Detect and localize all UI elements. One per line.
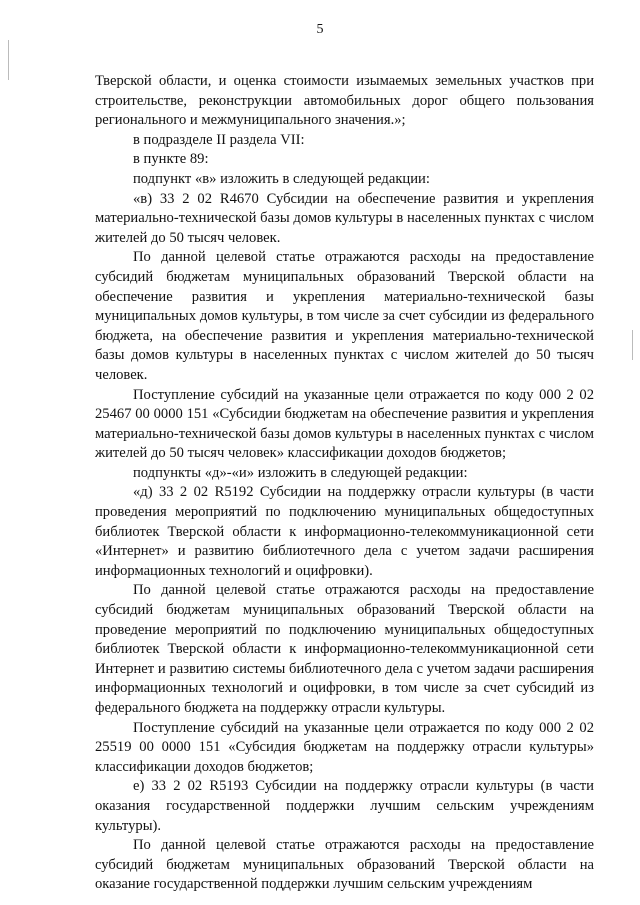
paragraph: По данной целевой статье отражаются расходы на предоставление субсидий бюджетам муниципальных образований Тверской области на обеспечение развития и укрепления материально-технической базы муниципальных домов культуры, в том числе за счет субсидии из федерального бюджета, на обеспечение развития и укрепления материально-технической базы домов культуры в населенных пунктах с числом жителей до 50 тысяч человек.: [95, 249, 594, 383]
paragraph: подпункт «в» изложить в следующей редакции:: [133, 170, 430, 187]
paragraph: е) 33 2 02 R5193 Субсидии на поддержку отрасли культуры (в части оказания государственной поддержки лучшим сельским учреждениям культуры).: [95, 778, 594, 834]
paragraph: Тверской области, и оценка стоимости изымаемых земельных участков при строительстве, реконструкции автомобильных дорог общего пользования регионального и межмуниципального значения.»;: [95, 73, 594, 129]
document-body: [95, 72, 594, 895]
left-margin-mark: [8, 40, 9, 80]
paragraph: в подразделе II раздела VII:: [133, 131, 305, 148]
paragraph: Поступление субсидий на указанные цели отражается по коду 000 2 02 25467 00 0000 151 «Субсидии бюджетам на обеспечение развития и укрепления материально-технической базы домов культуры в населенных пунктах с числом жителей до 50 тысяч человек» классификации доходов бюджетов;: [95, 386, 594, 462]
page-number: 5: [316, 22, 324, 37]
right-margin-mark: [632, 330, 633, 360]
paragraph: подпункты «д»-«и» изложить в следующей редакции:: [133, 464, 468, 481]
paragraph: в пункте 89:: [133, 151, 209, 168]
paragraph: «в) 33 2 02 R4670 Субсидии на обеспечение развития и укрепления материально-технической базы домов культуры в населенных пунктах с числом жителей до 50 тысяч человек.: [95, 190, 594, 246]
paragraph: По данной целевой статье отражаются расходы на предоставление субсидий бюджетам муниципальных образований Тверской области на проведение мероприятий по подключению муниципальных общедоступных библиотек Тверской области к информационно-телекоммуникационной сети Интернет и развитию системы библиотечного дела с учетом задачи расширения информационных технологий и оцифровки, в том числе за счет субсидий из федерального бюджета на поддержку отрасли культуры.: [95, 582, 594, 716]
paragraph: По данной целевой статье отражаются расходы на предоставление субсидий бюджетам муниципальных образований Тверской области на оказание государственной поддержки лучшим сельским учреждениям: [95, 837, 594, 893]
paragraph: Поступление субсидий на указанные цели отражается по коду 000 2 02 25519 00 0000 151 «Субсидия бюджетам на поддержку отрасли культуры» классификации доходов бюджетов;: [95, 719, 594, 775]
paragraph: «д) 33 2 02 R5192 Субсидии на поддержку отрасли культуры (в части проведения мероприятий по подключению муниципальных общедоступных библиотек Тверской области к информационно-телекоммуникационной сети «Интернет» и развитию библиотечного дела с учетом задачи расширения информационных технологий и оцифровки).: [95, 484, 594, 579]
